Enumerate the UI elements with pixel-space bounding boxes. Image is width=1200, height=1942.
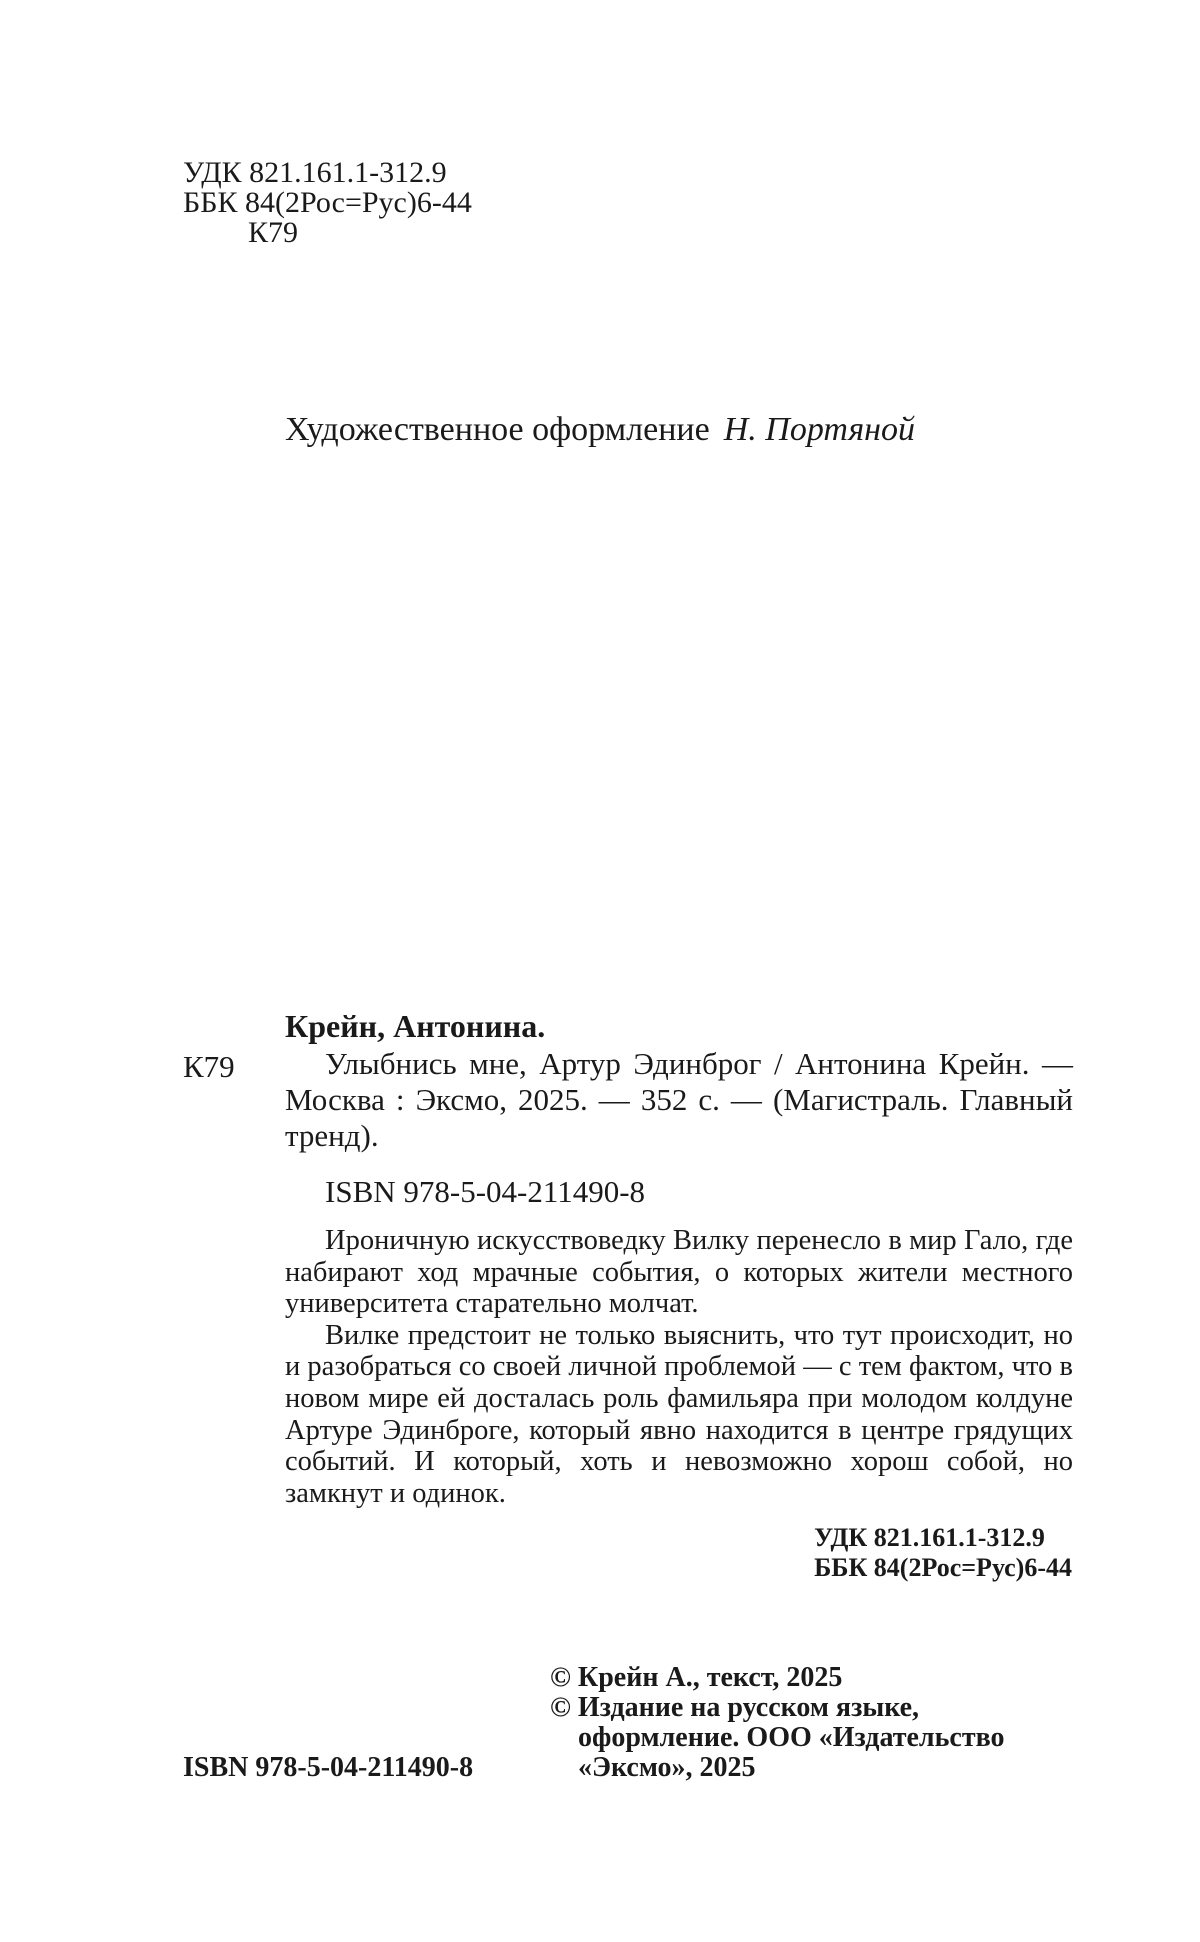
isbn-bottom: ISBN 978-5-04-211490-8 — [183, 1752, 474, 1783]
credit-label: Художественное оформление — [285, 411, 710, 448]
copyright-notice — [550, 1663, 1080, 1783]
udk-code: УДК 821.161.1-312.9 — [814, 1523, 1045, 1552]
annotation — [285, 1225, 1073, 1509]
author-mark: К79 — [248, 216, 299, 249]
record-description: Улыбнись мне, Артур Эдинброг / Антонина Крейн. — Москва : Эксмо, 2025. — 352 с. — (Магистраль. Главный тренд). — [285, 1046, 1073, 1153]
design-credit — [285, 411, 915, 449]
top-classification-codes — [183, 158, 472, 248]
bibliographic-record — [285, 1008, 1073, 1210]
record-author: Крейн, Антонина. — [285, 1008, 546, 1044]
record-author-mark: К79 — [183, 1049, 235, 1084]
annotation-paragraph: Вилке предстоит не только выяснить, что тут происходит, но и разобраться со своей личной проблемой — с тем фактом, что в новом мире ей досталась роль фамильяра при молодом колдуне Артуре Эдинброге, который явно находится в центре грядущих событий. И который, хоть и невозможно хорош собой, но замкнут и одинок. — [285, 1319, 1073, 1509]
copyright-line: © Крейн А., текст, 2025 — [550, 1662, 843, 1693]
bottom-classification-codes — [814, 1523, 1072, 1583]
record-isbn: ISBN 978-5-04-211490-8 — [325, 1174, 646, 1209]
udk-code: УДК 821.161.1-312.9 — [183, 156, 447, 189]
copyright-line: © Издание на русском языке, оформление. ООО «Издательство «Эксмо», 2025 — [550, 1692, 1005, 1783]
bbk-code: ББК 84(2Рос=Рус)6-44 — [183, 186, 472, 219]
annotation-paragraph: Ироничную искусствоведку Вилку перенесло в мир Гало, где набирают ход мрачные события, о которых жители местного университета старательно молчат. — [285, 1225, 1073, 1320]
bbk-code: ББК 84(2Рос=Рус)6-44 — [814, 1553, 1072, 1582]
credit-artist: Н. Портяной — [723, 411, 916, 448]
